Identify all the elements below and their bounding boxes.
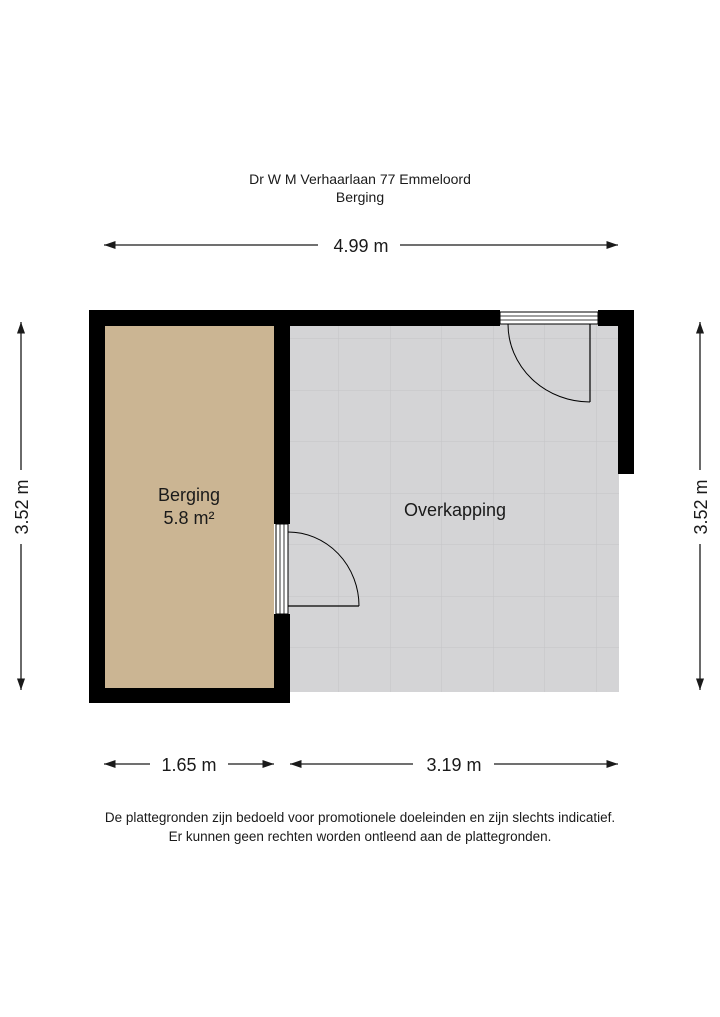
wall-bottom xyxy=(89,688,290,703)
dimension-bottom-left-label: 1.65 m xyxy=(161,755,217,775)
wall-top-left xyxy=(89,310,500,326)
wall-middle-upper xyxy=(274,310,290,524)
dimension-top-label: 4.99 m xyxy=(333,236,389,256)
wall-left xyxy=(89,310,105,703)
plan-subtitle: Berging xyxy=(335,189,385,205)
wall-middle-lower xyxy=(274,614,290,703)
disclaimer-line-2: Er kunnen geen rechten worden ontleend aan de plattegronden. xyxy=(168,829,552,844)
berging-name: Berging xyxy=(157,485,221,505)
disclaimer-line-1: De plattegronden zijn bedoeld voor promotionele doeleinden en zijn slechts indicatief. xyxy=(104,810,616,825)
dimension-left-label: 3.52 m xyxy=(12,479,32,535)
disclaimer xyxy=(0,808,720,846)
dimension-top xyxy=(104,236,618,256)
dimension-bottom-left xyxy=(104,755,274,775)
berging-area: 5.8 m² xyxy=(163,508,215,528)
address-title: Dr W M Verhaarlaan 77 Emmeloord xyxy=(249,171,471,187)
dimension-right xyxy=(691,322,711,690)
wall-right xyxy=(618,310,634,474)
dimension-left xyxy=(12,322,32,690)
dimension-bottom-right xyxy=(290,755,618,775)
dimension-bottom-right-label: 3.19 m xyxy=(426,755,482,775)
berging-floor xyxy=(104,325,274,688)
dimension-right-label: 3.52 m xyxy=(691,479,711,535)
overkapping-name: Overkapping xyxy=(403,500,507,520)
